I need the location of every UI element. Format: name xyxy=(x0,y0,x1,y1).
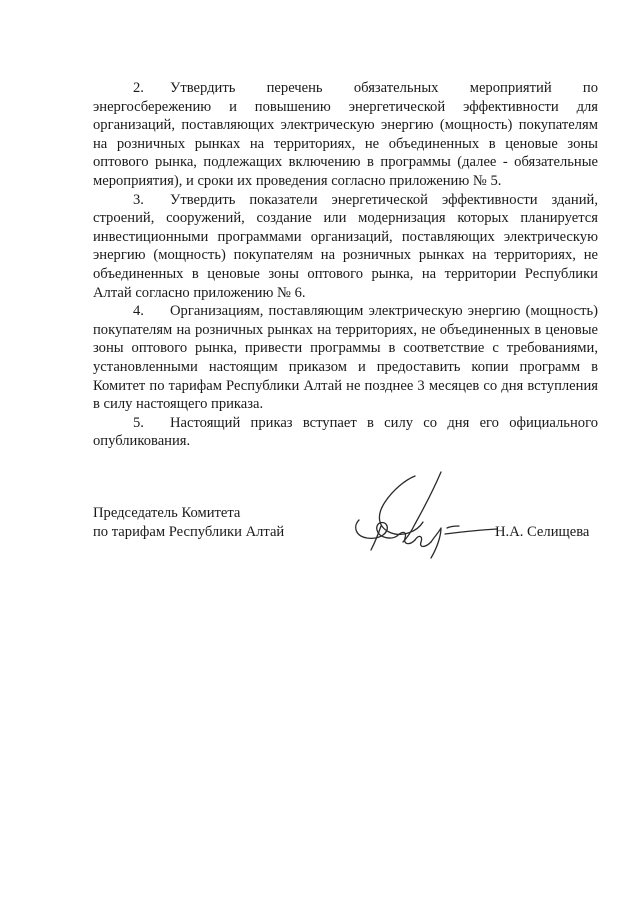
paragraph-text: Настоящий приказ вступает в силу со дня его официального опубликования. xyxy=(93,414,598,450)
paragraph-number: 4. xyxy=(133,303,144,320)
document-body xyxy=(93,79,598,451)
signer-name: Н.А. Селищева xyxy=(495,524,590,540)
signer-position xyxy=(93,504,284,541)
paragraph-number: 2. xyxy=(133,80,144,96)
signer-position-line1: Председатель Комитета xyxy=(93,505,241,521)
paragraph-3 xyxy=(93,191,598,303)
paragraph-2 xyxy=(93,79,598,191)
paragraph-text: Утвердить показатели энергетической эффективности зданий, строений, сооружений, создание или модернизация которых планируется инвестиционными программами организаций, поставляющих электрическую энергию (мощность) покупателям на розничных рынках на территориях, не объединенных в ценовые зоны оптового рынка, на территории Республики Алтай согласно приложению № 6. xyxy=(93,191,598,301)
paragraph-number: 5. xyxy=(133,414,144,431)
paragraph-5 xyxy=(93,414,598,451)
paragraph-text: Утвердить перечень обязательных мероприятий по энергосбережению и повышению энергетической эффективности для организаций, поставляющих электрическую энергию (мощность) покупателям на розничных рынках на территориях, не объединенных в ценовые зоны оптового рынка, подлежащих включению в программы (далее - обязательные мероприятия), и сроки их проведения согласно приложению № 5. xyxy=(93,80,598,189)
signer-position-line2: по тарифам Республики Алтай xyxy=(93,523,285,540)
paragraph-4 xyxy=(93,302,598,414)
paragraph-text: Организациям, поставляющим электрическую энергию (мощность) покупателям на розничных рынках на территориях, не объединенных в ценовые зоны оптового рынка, привести программы в соответствие с требованиями, установленными настоящим приказом и предоставить копии программ в Комитет по тарифам Республики Алтай не позднее 3 месяцев со дня вступления в силу настоящего приказа. xyxy=(93,303,598,413)
paragraph-number: 3. xyxy=(133,191,144,208)
handwritten-signature-icon xyxy=(345,466,500,561)
